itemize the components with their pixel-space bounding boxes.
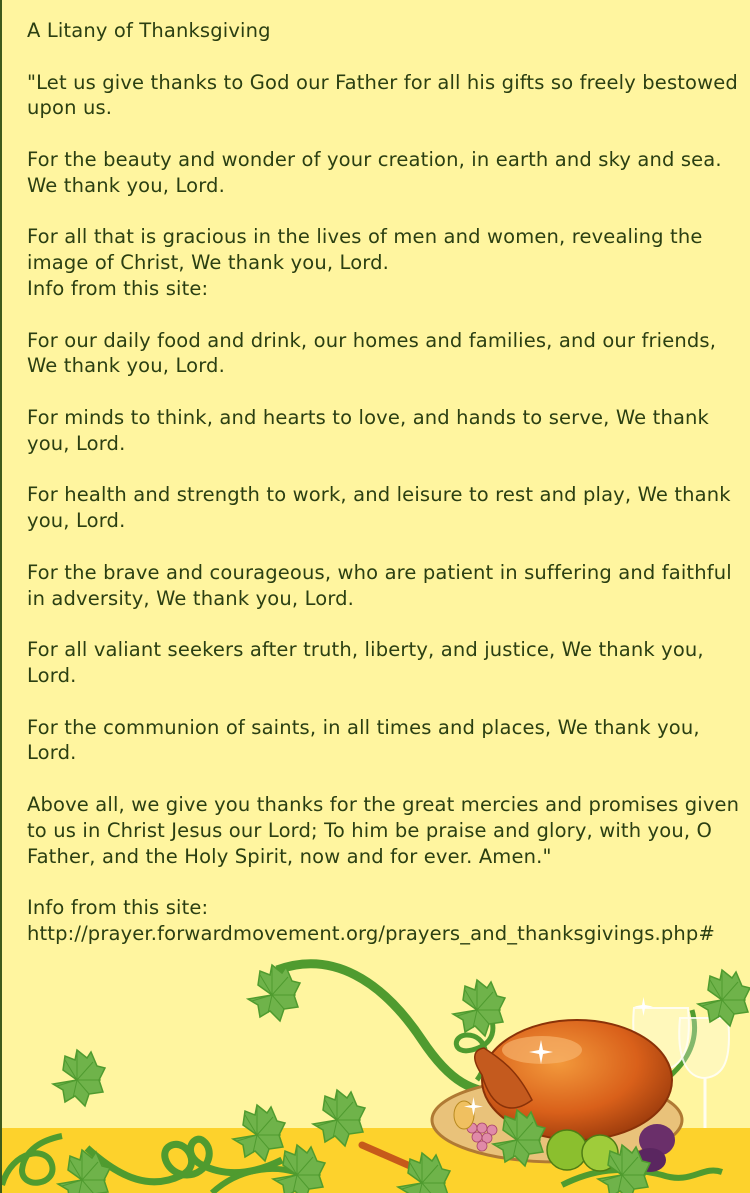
paragraph-saints: For the communion of saints, in all times and places, We thank you, Lord. [27,715,700,765]
thanksgiving-illustration [2,950,750,1193]
page-title: A Litany of Thanksgiving [27,19,271,42]
source-label: Info from this site: [27,896,209,920]
litany-text [27,18,742,972]
source-url[interactable]: http://prayer.forwardmovement.org/prayers_and_thanksgivings.php# [27,921,715,945]
paragraph-gracious: For all that is gracious in the lives of men and women, revealing the image of Christ, We thank you, Lord. [27,225,703,275]
paragraph-intro: "Let us give thanks to God our Father for all his gifts so freely bestowed upon us. [27,70,738,120]
inline-source-label: Info from this site: [27,276,209,300]
paragraph-seekers: For all valiant seekers after truth, liberty, and justice, We thank you, Lord. [27,638,704,687]
paragraph-brave: For the brave and courageous, who are patient in suffering and faithful in adversity, We thank you, Lord. [27,560,732,610]
apple-icon [547,1130,587,1170]
paragraph-food: For our daily food and drink, our homes and families, and our friends, We thank you, Lord. [27,328,717,378]
paragraph-above-all: Above all, we give you thanks for the great mercies and promises given to us in Christ Jesus our Lord; To him be praise and glory, with you, O Father, and the Holy Spirit, now and for ever. Amen." [27,792,740,868]
paragraph-health: For health and strength to work, and leisure to rest and play, We thank you, Lord. [27,483,731,533]
paragraph-minds: For minds to think, and hearts to love, and hands to serve, We thank you, Lord. [27,405,709,455]
paragraph-creation: For the beauty and wonder of your creation, in earth and sky and sea. We thank you, Lord. [27,147,722,197]
